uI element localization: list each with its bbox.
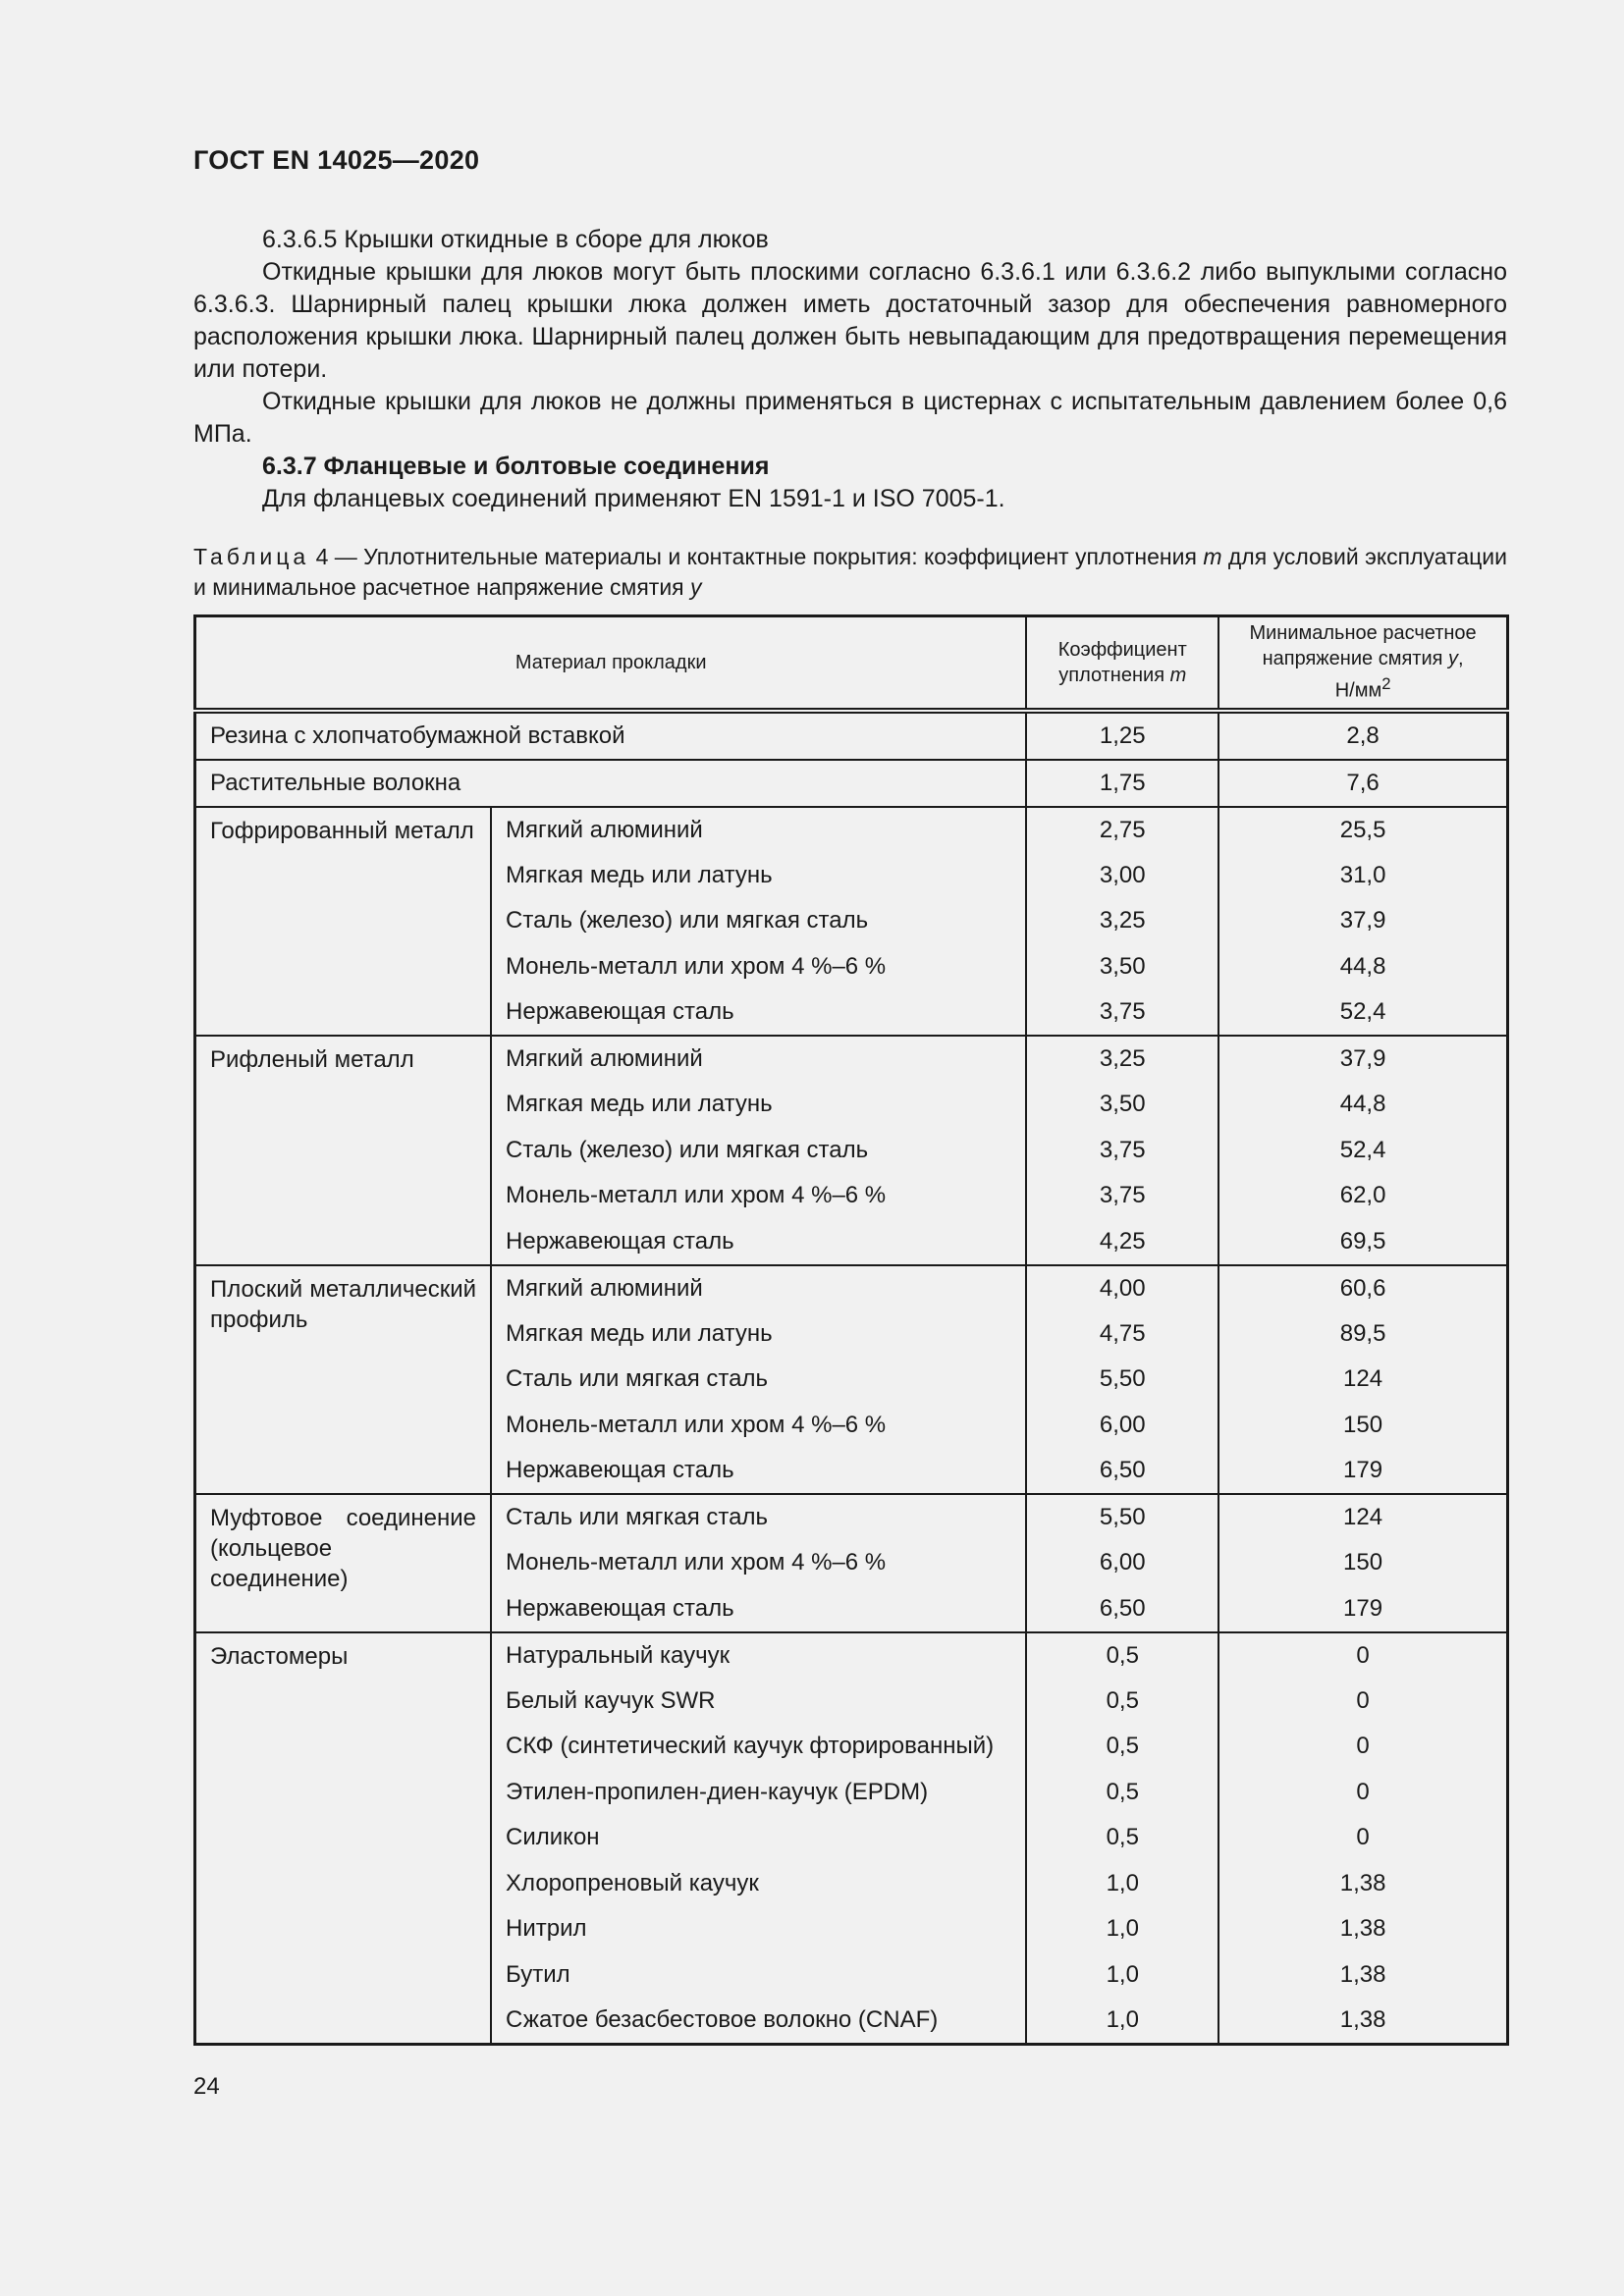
submaterial-cell: Мягкий алюминий <box>491 1265 1026 1311</box>
body-text <box>193 224 1507 515</box>
stress-cell: 1,38 <box>1218 1998 1507 2045</box>
submaterial-cell: СКФ (синтетический каучук фторированный) <box>491 1724 1026 1770</box>
stress-cell: 179 <box>1218 1586 1507 1632</box>
submaterial-cell: Нержавеющая сталь <box>491 1586 1026 1632</box>
coef-cell: 1,0 <box>1026 1906 1218 1952</box>
coef-cell: 4,00 <box>1026 1265 1218 1311</box>
section-heading: 6.3.7 Фланцевые и болтовые соединения <box>262 453 770 480</box>
table-row <box>195 711 1508 760</box>
header-stress-symbol: y <box>1448 648 1459 670</box>
stress-cell: 60,6 <box>1218 1265 1507 1311</box>
caption-text: для условий эксплуатации и минимальное расчетное напряжение смятия <box>193 544 1507 600</box>
submaterial-cell: Монель-металл или хром 4 %–6 % <box>491 1540 1026 1586</box>
stress-cell: 0 <box>1218 1632 1507 1679</box>
submaterial-cell: Монель-металл или хром 4 %–6 % <box>491 944 1026 990</box>
submaterial-cell: Мягкий алюминий <box>491 1036 1026 1082</box>
submaterial-cell: Бутил <box>491 1952 1026 1999</box>
coef-cell: 5,50 <box>1026 1357 1218 1403</box>
stress-cell: 44,8 <box>1218 1082 1507 1128</box>
submaterial-cell: Сталь (железо) или мягкая сталь <box>491 1128 1026 1174</box>
submaterial-cell: Нержавеющая сталь <box>491 1219 1026 1265</box>
stress-cell: 1,38 <box>1218 1952 1507 1999</box>
stress-cell: 0 <box>1218 1815 1507 1861</box>
submaterial-cell: Нержавеющая сталь <box>491 1448 1026 1494</box>
submaterial-cell: Сталь или мягкая сталь <box>491 1357 1026 1403</box>
table-caption <box>193 542 1507 603</box>
coef-cell: 1,0 <box>1026 1998 1218 2045</box>
stress-cell: 1,38 <box>1218 1906 1507 1952</box>
stress-cell: 44,8 <box>1218 944 1507 990</box>
coef-cell: 3,00 <box>1026 853 1218 899</box>
stress-cell: 7,6 <box>1218 760 1507 807</box>
stress-cell: 179 <box>1218 1448 1507 1494</box>
table-row <box>195 1265 1508 1311</box>
coef-cell: 6,50 <box>1026 1448 1218 1494</box>
coef-cell: 1,25 <box>1026 711 1218 760</box>
stress-cell: 89,5 <box>1218 1311 1507 1358</box>
coef-cell: 3,50 <box>1026 1082 1218 1128</box>
submaterial-cell: Монель-металл или хром 4 %–6 % <box>491 1173 1026 1219</box>
coef-cell: 3,75 <box>1026 989 1218 1036</box>
header-unit-sup: 2 <box>1381 674 1391 694</box>
stress-cell: 62,0 <box>1218 1173 1507 1219</box>
page-number: 24 <box>193 2073 220 2100</box>
header-unit: Н/мм <box>1334 680 1382 703</box>
header-coef-text: Коэффициент уплотнения <box>1057 638 1187 686</box>
coef-cell: 4,25 <box>1026 1219 1218 1265</box>
submaterial-cell: Белый каучук SWR <box>491 1679 1026 1725</box>
coef-cell: 1,0 <box>1026 1952 1218 1999</box>
header-coef-symbol: m <box>1169 664 1187 686</box>
coef-cell: 0,5 <box>1026 1770 1218 1816</box>
paragraph: Откидные крышки для люков не должны применяться в цистернах с испытательным давлением более 0,6 МПа. <box>193 388 1507 448</box>
stress-cell: 2,8 <box>1218 711 1507 760</box>
coef-cell: 3,75 <box>1026 1128 1218 1174</box>
stress-cell: 52,4 <box>1218 989 1507 1036</box>
submaterial-cell: Мягкая медь или латунь <box>491 1082 1026 1128</box>
coef-cell: 2,75 <box>1026 807 1218 853</box>
coef-cell: 1,0 <box>1026 1861 1218 1907</box>
submaterial-cell: Сталь (железо) или мягкая сталь <box>491 898 1026 944</box>
material-cell: Растительные волокна <box>195 760 1027 807</box>
coef-cell: 3,75 <box>1026 1173 1218 1219</box>
submaterial-cell: Монель-металл или хром 4 %–6 % <box>491 1403 1026 1449</box>
header-stress-text: Минимальное расчетное напряжение смятия <box>1249 622 1477 670</box>
stress-cell: 124 <box>1218 1494 1507 1540</box>
submaterial-cell: Нитрил <box>491 1906 1026 1952</box>
submaterial-cell: Мягкая медь или латунь <box>491 1311 1026 1358</box>
coef-cell: 3,25 <box>1026 898 1218 944</box>
coef-cell: 0,5 <box>1026 1724 1218 1770</box>
coef-cell: 0,5 <box>1026 1632 1218 1679</box>
coef-cell: 5,50 <box>1026 1494 1218 1540</box>
document-header: ГОСТ EN 14025—2020 <box>193 145 480 175</box>
stress-cell: 0 <box>1218 1770 1507 1816</box>
paragraph: Откидные крышки для люков могут быть плоскими согласно 6.3.6.1 или 6.3.6.2 либо выпуклыми согласно 6.3.6.3. Шарнирный палец крышки люка должен иметь достаточный зазор для обеспечения равномерного расположения крышки люка. Шарнирный палец должен быть невыпадающим для предотвращения перемещения или потери. <box>193 258 1507 383</box>
group-name-cell: Муфтовое соединение (кольцевое соединение) <box>195 1494 492 1632</box>
stress-cell: 150 <box>1218 1403 1507 1449</box>
submaterial-cell: Натуральный каучук <box>491 1632 1026 1679</box>
stress-cell: 69,5 <box>1218 1219 1507 1265</box>
stress-cell: 0 <box>1218 1724 1507 1770</box>
stress-cell: 25,5 <box>1218 807 1507 853</box>
submaterial-cell: Силикон <box>491 1815 1026 1861</box>
table-row <box>195 1632 1508 1679</box>
table-row <box>195 1494 1508 1540</box>
submaterial-cell: Мягкий алюминий <box>491 807 1026 853</box>
coef-cell: 1,75 <box>1026 760 1218 807</box>
submaterial-cell: Сталь или мягкая сталь <box>491 1494 1026 1540</box>
table-row <box>195 1036 1508 1082</box>
stress-cell: 124 <box>1218 1357 1507 1403</box>
table-row <box>195 760 1508 807</box>
coef-cell: 4,75 <box>1026 1311 1218 1358</box>
submaterial-cell: Хлоропреновый каучук <box>491 1861 1026 1907</box>
table-row <box>195 807 1508 853</box>
coef-cell: 6,50 <box>1026 1586 1218 1632</box>
header-coef <box>1026 616 1218 711</box>
coef-cell: 0,5 <box>1026 1815 1218 1861</box>
paragraph: 6.3.6.5 Крышки откидные в сборе для люков <box>262 226 769 253</box>
submaterial-cell: Мягкая медь или латунь <box>491 853 1026 899</box>
coef-cell: 6,00 <box>1026 1403 1218 1449</box>
submaterial-cell: Нержавеющая сталь <box>491 989 1026 1036</box>
stress-cell: 0 <box>1218 1679 1507 1725</box>
submaterial-cell: Сжатое безасбестовое волокно (CNAF) <box>491 1998 1026 2045</box>
gasket-table <box>193 614 1509 2046</box>
caption-text: 4 — Уплотнительные материалы и контактные покрытия: коэффициент уплотнения <box>309 544 1204 569</box>
group-name-cell: Гофрированный металл <box>195 807 492 1037</box>
stress-cell: 52,4 <box>1218 1128 1507 1174</box>
material-cell: Резина с хлопчатобумажной вставкой <box>195 711 1027 760</box>
group-name-cell: Рифленый металл <box>195 1036 492 1265</box>
header-stress: Минимальное расчетное напряжение смятия y, $Н/мм^2$ <box>1218 616 1507 711</box>
group-name-cell: Плоский металлический профиль <box>195 1265 492 1495</box>
paragraph: Для фланцевых соединений применяют EN 1591-1 и ISO 7005-1. <box>262 485 1005 512</box>
stress-cell: 31,0 <box>1218 853 1507 899</box>
coef-cell: 0,5 <box>1026 1679 1218 1725</box>
coef-cell: 3,50 <box>1026 944 1218 990</box>
caption-symbol-m: m <box>1203 544 1222 569</box>
coef-cell: 6,00 <box>1026 1540 1218 1586</box>
stress-cell: 37,9 <box>1218 898 1507 944</box>
stress-cell: 150 <box>1218 1540 1507 1586</box>
caption-label: Таблица <box>193 544 310 569</box>
header-material: Материал прокладки <box>195 616 1027 711</box>
group-name-cell: Эластомеры <box>195 1632 492 2045</box>
submaterial-cell: Этилен-пропилен-диен-каучук (EPDM) <box>491 1770 1026 1816</box>
table-header-row <box>195 616 1508 711</box>
stress-cell: 1,38 <box>1218 1861 1507 1907</box>
stress-cell: 37,9 <box>1218 1036 1507 1082</box>
coef-cell: 3,25 <box>1026 1036 1218 1082</box>
caption-symbol-y: y <box>690 574 702 600</box>
